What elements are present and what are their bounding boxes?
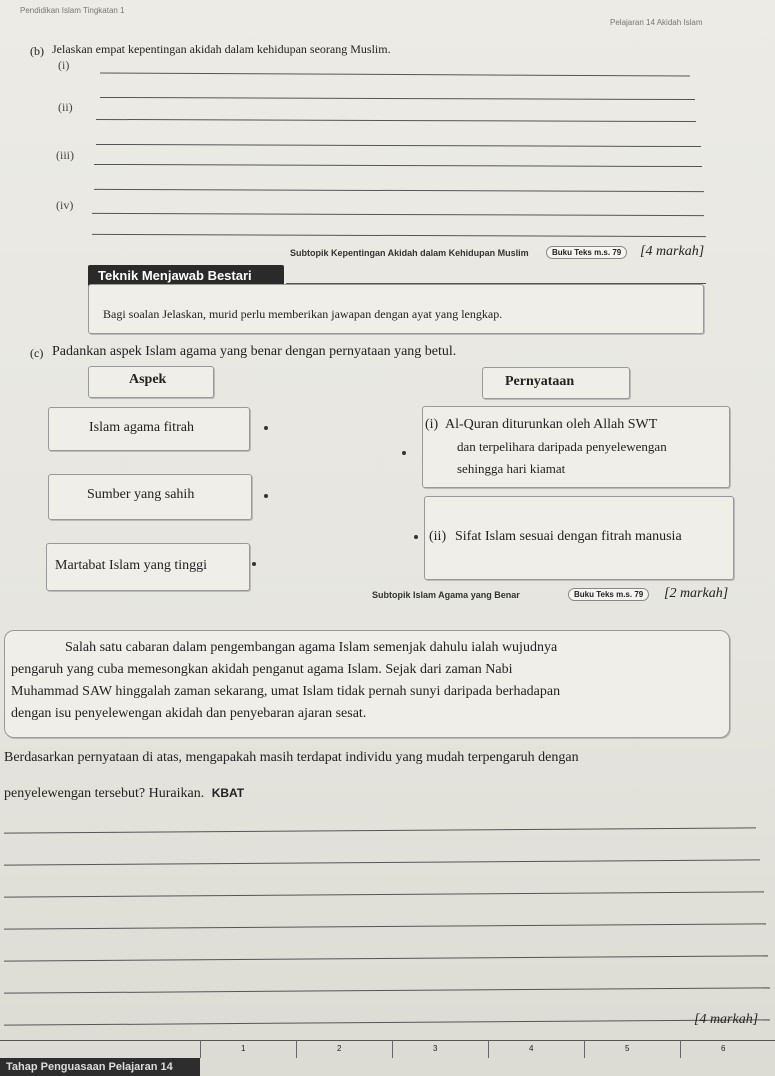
answer-line[interactable] [4, 859, 760, 865]
tip-title: Teknik Menjawab Bestari [98, 268, 252, 283]
mastery-cell-3[interactable] [392, 1040, 489, 1058]
question-c-prefix: (c) [30, 346, 44, 360]
match-dot-pernyataan-2[interactable] [414, 535, 418, 539]
marks-c: [2 markah] [664, 586, 729, 601]
answer-line[interactable] [4, 923, 766, 929]
aspek-3: Martabat Islam yang tinggi [55, 558, 208, 573]
passage-box [4, 630, 730, 738]
answer-line[interactable] [4, 1019, 770, 1025]
answer-label-iii: (iii) [56, 148, 74, 162]
passage-line-4: dengan isu penyelewengan akidah dan penyebaran ajaran sesat. [11, 706, 367, 721]
subtopic-c: Subtopik Islam Agama yang Benar [372, 590, 520, 600]
aspek-box-1 [48, 407, 250, 451]
question-d-line-1: Berdasarkan pernyataan di atas, mengapakah masih terdapat individu yang mudah terpengaruh dengan [4, 750, 579, 765]
subtopic-b: Subtopik Kepentingan Akidah dalam Kehidupan Muslim [290, 248, 529, 258]
marks-d: [4 markah] [694, 1012, 759, 1027]
answer-line[interactable] [92, 213, 704, 216]
pernyataan-1-line3: sehingga hari kiamat [457, 461, 566, 476]
pernyataan-1-line1: Al-Quran diturunkan oleh Allah SWT [445, 417, 658, 432]
match-dot-aspek-3[interactable] [252, 562, 256, 566]
footer-label-bar [0, 1058, 200, 1076]
pernyataan-2-line1: Sifat Islam sesuai dengan fitrah manusia [455, 529, 682, 544]
mastery-level-5: 5 [625, 1044, 630, 1053]
tip-text: Bagi soalan Jelaskan, murid perlu memberikan jawapan dengan ayat yang lengkap. [103, 307, 503, 321]
question-d-text: penyelewengan tersebut? Huraikan. [4, 786, 205, 801]
answer-label-i: (i) [58, 58, 70, 72]
pernyataan-1-line2: dan terpelihara daripada penyelewengan [457, 439, 667, 454]
mastery-cell-6[interactable] [680, 1040, 775, 1058]
passage-line-2: pengaruh yang cuba memesongkan akidah penganut agama Islam. Sejak dari zaman Nabi [11, 662, 513, 677]
pernyataan-box-2 [424, 496, 734, 580]
pernyataan-1-number: (i) [425, 417, 439, 432]
answer-line[interactable] [94, 164, 702, 167]
book-reference-b: Buku Teks m.s. 79 [546, 246, 627, 259]
marks-b: [4 markah] [640, 244, 705, 259]
footer-label: Tahap Penguasaan Pelajaran 14 [6, 1061, 173, 1073]
aspek-2: Sumber yang sahih [87, 487, 195, 502]
match-dot-aspek-1[interactable] [264, 426, 268, 430]
tip-box [88, 284, 704, 334]
match-dot-pernyataan-1[interactable] [402, 451, 406, 455]
pernyataan-box-1 [422, 406, 730, 488]
answer-line[interactable] [4, 827, 756, 833]
pernyataan-header-box [482, 367, 630, 399]
mastery-level-3: 3 [433, 1044, 438, 1053]
answer-line[interactable] [96, 144, 701, 147]
answer-label-iv: (iv) [56, 198, 74, 212]
question-b-text: Jelaskan empat kepentingan akidah dalam kehidupan seorang Muslim. [52, 42, 391, 56]
answer-line[interactable] [4, 955, 768, 961]
aspek-1: Islam agama fitrah [89, 420, 194, 435]
passage-line-3: Muhammad SAW hinggalah zaman sekarang, umat Islam tidak pernah sunyi daripada berhadapan [11, 684, 561, 699]
match-dot-aspek-2[interactable] [264, 494, 268, 498]
answer-line[interactable] [100, 97, 695, 100]
answer-line[interactable] [96, 119, 696, 122]
kbat-tag: KBAT [211, 786, 245, 800]
header-chapter: Pelajaran 14 Akidah Islam [610, 18, 703, 27]
aspek-header: Aspek [129, 372, 167, 387]
mastery-level-6: 6 [721, 1044, 726, 1053]
question-d-line-2 [4, 786, 244, 802]
question-b-prefix: (b) [30, 44, 44, 58]
answer-line[interactable] [94, 189, 704, 192]
aspek-box-3 [46, 543, 250, 591]
header-subject: Pendidikan Islam Tingkatan 1 [20, 6, 125, 15]
mastery-cell-1[interactable] [200, 1040, 297, 1058]
question-c-text: Padankan aspek Islam agama yang benar dengan pernyataan yang betul. [52, 344, 457, 359]
aspek-header-box [88, 366, 214, 398]
answer-line[interactable] [4, 987, 770, 993]
answer-line[interactable] [92, 234, 706, 237]
pernyataan-2-number: (ii) [429, 529, 447, 544]
answer-label-ii: (ii) [58, 100, 73, 114]
aspek-box-2 [48, 474, 252, 520]
mastery-cell-4[interactable] [488, 1040, 585, 1058]
book-reference-c: Buku Teks m.s. 79 [568, 588, 649, 601]
mastery-level-4: 4 [529, 1044, 534, 1053]
mastery-cell-2[interactable] [296, 1040, 393, 1058]
answer-line[interactable] [4, 891, 764, 897]
mastery-level-1: 1 [241, 1044, 246, 1053]
mastery-cell-5[interactable] [584, 1040, 681, 1058]
pernyataan-header: Pernyataan [505, 374, 575, 389]
answer-line[interactable] [100, 72, 690, 76]
mastery-level-2: 2 [337, 1044, 342, 1053]
passage-line-1: Salah satu cabaran dalam pengembangan agama Islam semenjak dahulu ialah wujudnya [65, 640, 558, 655]
